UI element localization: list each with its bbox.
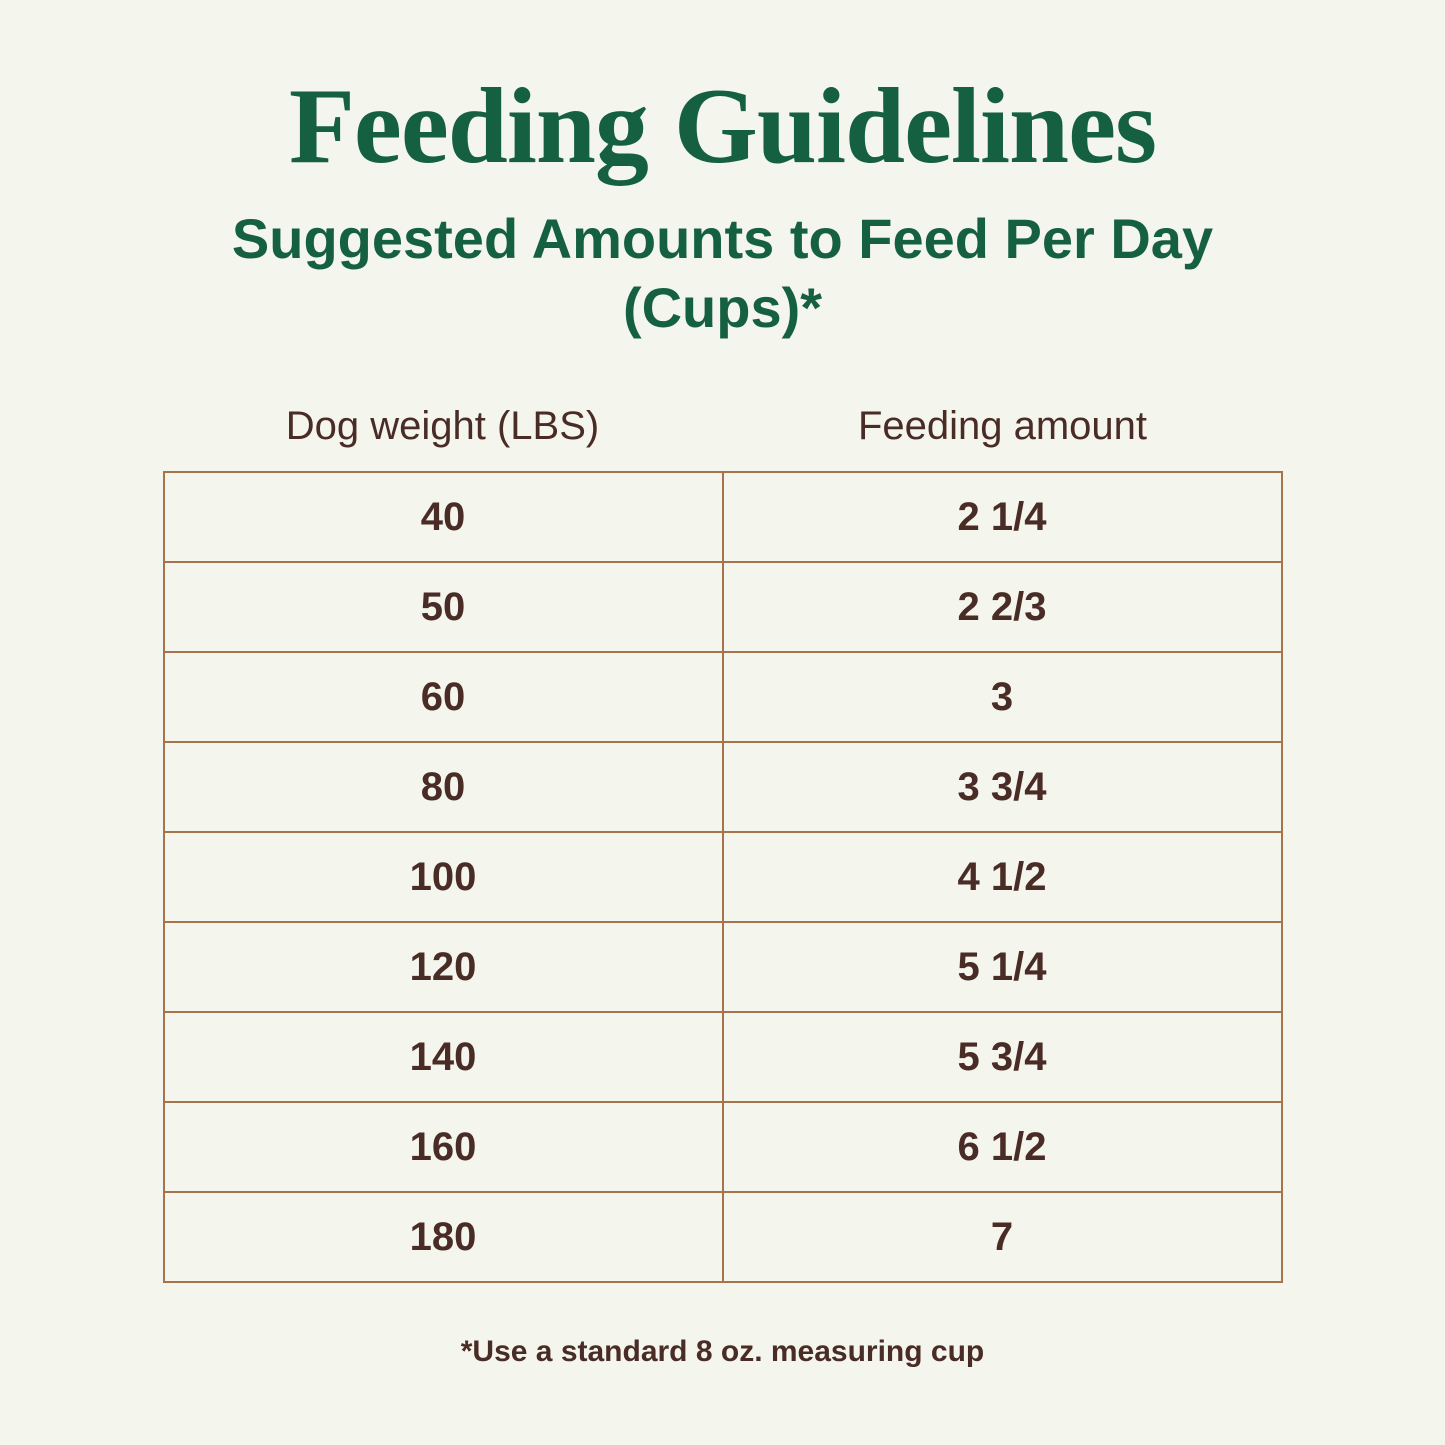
table-column-headers	[163, 404, 1283, 449]
feeding-table	[163, 471, 1283, 1283]
footnote: *Use a standard 8 oz. measuring cup	[460, 1335, 985, 1369]
table-row	[164, 742, 1282, 832]
cell-feeding-amount: 2 1/4	[723, 472, 1282, 562]
table-row	[164, 922, 1282, 1012]
cell-dog-weight: 80	[164, 742, 723, 832]
table-row	[164, 1012, 1282, 1102]
cell-dog-weight: 160	[164, 1102, 723, 1192]
cell-dog-weight: 100	[164, 832, 723, 922]
cell-feeding-amount: 5 1/4	[723, 922, 1282, 1012]
cell-dog-weight: 140	[164, 1012, 723, 1102]
cell-feeding-amount: 3	[723, 652, 1282, 742]
page-subtitle: Suggested Amounts to Feed Per Day (Cups)*	[231, 207, 1214, 339]
cell-dog-weight: 120	[164, 922, 723, 1012]
cell-dog-weight: 50	[164, 562, 723, 652]
feeding-table-container	[163, 404, 1283, 1283]
table-row	[164, 562, 1282, 652]
table-row	[164, 1192, 1282, 1282]
table-row	[164, 832, 1282, 922]
cell-feeding-amount: 3 3/4	[723, 742, 1282, 832]
cell-feeding-amount: 5 3/4	[723, 1012, 1282, 1102]
table-row	[164, 652, 1282, 742]
cell-feeding-amount: 4 1/2	[723, 832, 1282, 922]
page-title: Feeding Guidelines	[288, 67, 1157, 186]
cell-dog-weight: 40	[164, 472, 723, 562]
cell-feeding-amount: 6 1/2	[723, 1102, 1282, 1192]
table-row	[164, 1102, 1282, 1192]
cell-feeding-amount: 7	[723, 1192, 1282, 1282]
cell-dog-weight: 180	[164, 1192, 723, 1282]
table-row	[164, 472, 1282, 562]
column-header-feeding-amount: Feeding amount	[857, 404, 1148, 449]
cell-feeding-amount: 2 2/3	[723, 562, 1282, 652]
column-header-dog-weight: Dog weight (LBS)	[285, 404, 600, 449]
cell-dog-weight: 60	[164, 652, 723, 742]
